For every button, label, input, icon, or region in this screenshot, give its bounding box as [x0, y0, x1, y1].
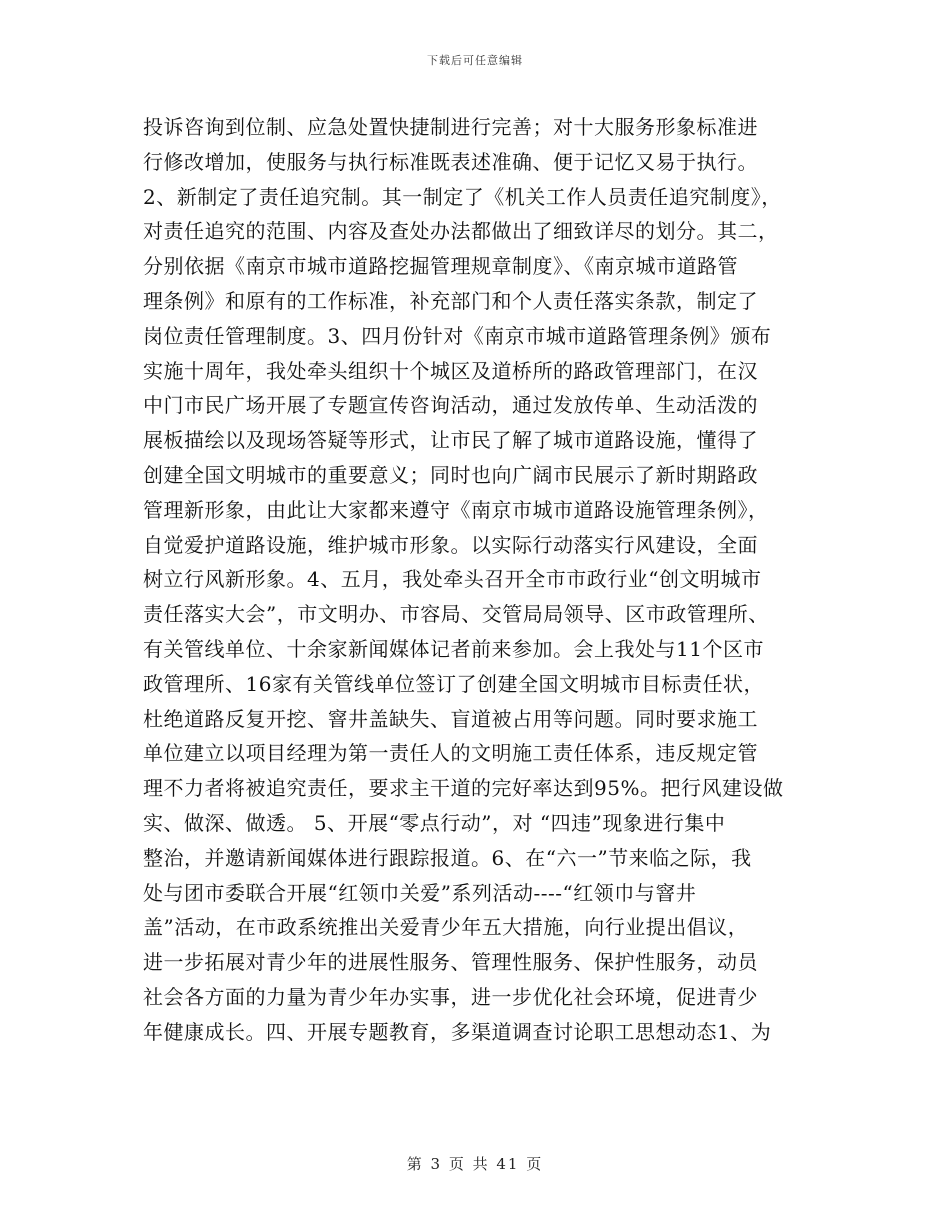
body-line: 社会各方面的力量为青少年办实事，进一步优化社会环境，促进青少	[143, 984, 758, 1009]
body-line: 理不力者将被追究责任，要求主干道的完好率达到95%。把行风建设做	[143, 776, 784, 801]
body-line: 对责任追究的范围、内容及查处办法都做出了细致详尽的划分。其二，	[143, 219, 779, 244]
body-line: 分别依据《南京市城市道路挖掘管理规章制度》、《南京城市道路管	[143, 254, 738, 279]
body-line: 实施十周年，我处牵头组织十个城区及道桥所的路政管理部门，在汉	[143, 358, 758, 383]
body-line: 投诉咨询到位制、应急处置快捷制进行完善；对十大服务形象标准进	[143, 115, 758, 139]
body-line: 整治，并邀请新闻媒体进行跟踪报道。6、在“六一”节来临之际，我	[143, 845, 752, 870]
page-number-footer: 第 3 页 共 41 页	[406, 1155, 544, 1173]
body-line: 责任落实大会”，市文明办、市容局、交管局局领导、区市政管理所、	[143, 602, 769, 627]
body-line: 树立行风新形象。4、五月，我处牵头召开全市市政行业“创文明城市	[143, 567, 762, 592]
body-line: 行修改增加，使服务与执行标准既表述准确、便于记忆又易于执行。	[143, 149, 758, 174]
body-line: 2、新制定了责任追究制。其一制定了《机关工作人员责任追究制度》，	[143, 184, 782, 209]
body-line: 管理新形象，由此让大家都来遵守《南京市城市道路设施管理条例》，	[143, 497, 769, 522]
body-line: 年健康成长。四、开展专题教育，多渠道调查讨论职工思想动态1、为	[143, 1019, 772, 1044]
body-line: 实、做深、做透。 5、开展“零点行动”，对 “四违”现象进行集中	[143, 810, 726, 835]
body-line: 盖”活动，在市政系统推出关爱青少年五大措施，向行业提出倡议，	[143, 915, 749, 940]
body-line: 中门市民广场开展了专题宣传咨询活动，通过发放传单、生动活泼的	[143, 393, 758, 418]
document-body	[143, 110, 815, 1050]
page-header-note: 下载后可任意编辑	[427, 54, 523, 67]
body-line: 进一步拓展对青少年的进展性服务、管理性服务、保护性服务，动员	[143, 950, 758, 975]
body-line: 政管理所、16家有关管线单位签订了创建全国文明城市目标责任状，	[143, 671, 764, 696]
body-line: 有关管线单位、十余家新闻媒体记者前来参加。会上我处与11个区市	[143, 636, 764, 661]
body-line: 创建全国文明城市的重要意义；同时也向广阔市民展示了新时期路政	[143, 462, 758, 487]
body-line: 岗位责任管理制度。3、四月份针对《南京市城市道路管理条例》颁布	[143, 323, 772, 348]
body-line: 单位建立以项目经理为第一责任人的文明施工责任体系，违反规定管	[143, 741, 758, 766]
body-line: 处与团市委联合开展“红领巾关爱”系列活动----“红领巾与窨井	[143, 880, 697, 905]
body-line: 展板描绘以及现场答疑等形式，让市民了解了城市道路设施，懂得了	[143, 428, 758, 453]
body-line: 自觉爱护道路设施，维护城市形象。以实际行动落实行风建设，全面	[143, 532, 758, 557]
body-line: 理条例》和原有的工作标准，补充部门和个人责任落实条款，制定了	[143, 288, 758, 313]
body-line: 杜绝道路反复开挖、窨井盖缺失、盲道被占用等问题。同时要求施工	[143, 706, 758, 731]
